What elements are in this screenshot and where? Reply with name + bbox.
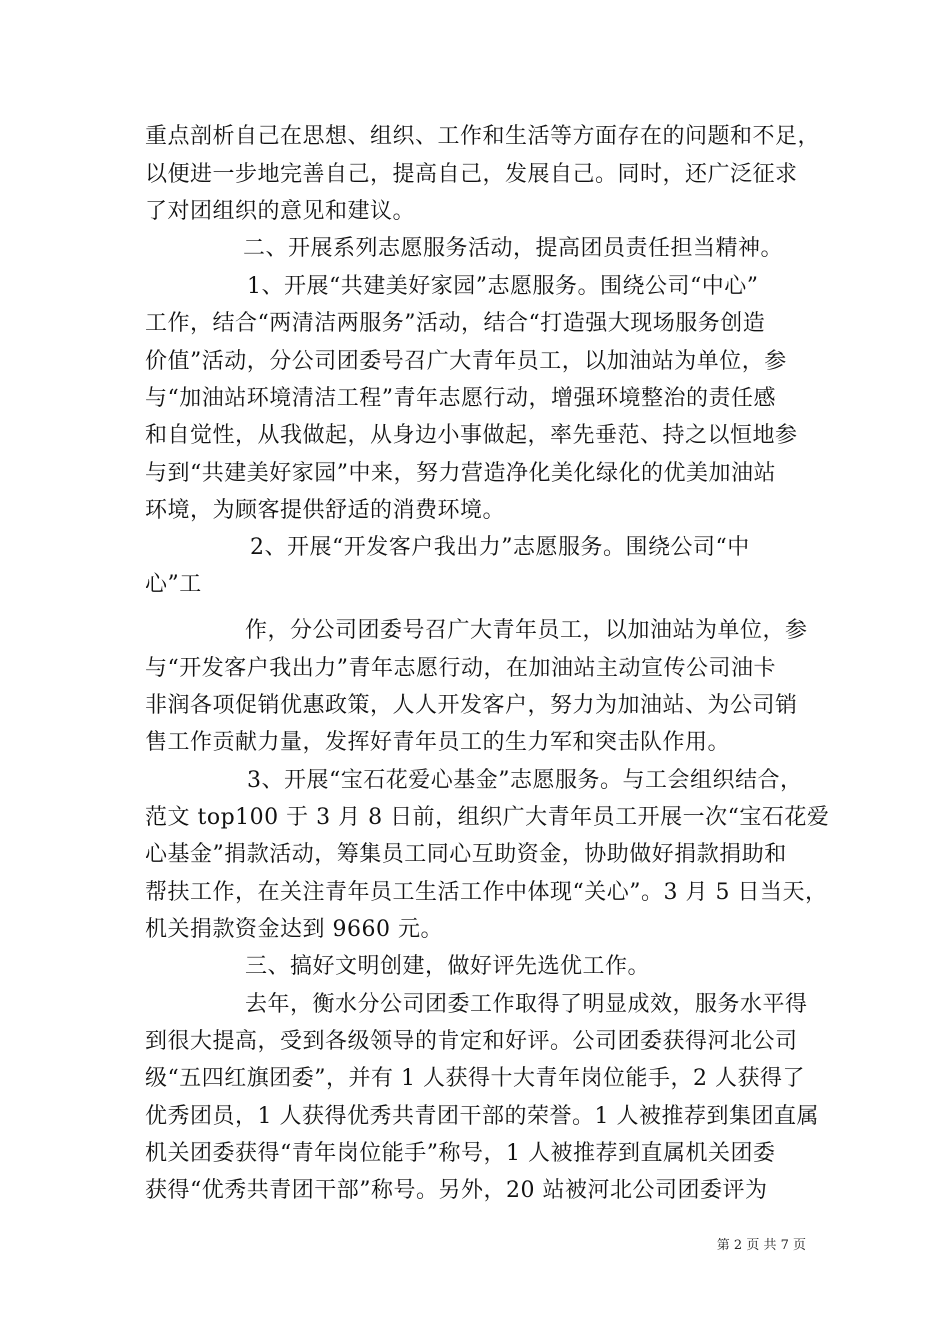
page-number: 第 2 页 共 7 页 (716, 1238, 806, 1253)
text-line: 工作，结合“两清洁两服务”活动，结合“打造强大现场服务创造 (145, 311, 766, 336)
text-line: 环境，为顾客提供舒适的消费环境。 (145, 498, 506, 523)
text-line: 范文 top100 于 3 月 8 日前，组织广大青年员工开展一次“宝石花爱 (145, 805, 830, 830)
text-line: 1、开展“共建美好家园”志愿服务。围绕公司“中心” (247, 274, 759, 299)
text-line: 与“加油站环境清洁工程”青年志愿行动，增强环境整治的责任感 (145, 386, 776, 411)
text-line: 级“五四红旗团委”，并有 1 人获得十大青年岗位能手，2 人获得了 (145, 1066, 805, 1091)
text-line: 非润各项促销优惠政策，人人开发客户，努力为加油站、为公司销 (145, 693, 798, 718)
text-line: 获得“优秀共青团干部”称号。另外，20 站被河北公司团委评为 (145, 1178, 768, 1203)
text-line: 优秀团员，1 人获得优秀共青团干部的荣誉。1 人被推荐到集团直属 (145, 1104, 819, 1129)
text-line: 和自觉性，从我做起，从身边小事做起，率先垂范、持之以恒地参 (145, 423, 798, 448)
text-line: 了对团组织的意见和建议。 (145, 199, 416, 224)
text-line: 帮扶工作，在关注青年员工生活工作中体现“关心”。3 月 5 日当天， (145, 880, 828, 905)
section-heading: 三、搞好文明创建，做好评先选优工作。 (245, 954, 651, 979)
text-line: 机关团委获得“青年岗位能手”称号，1 人被推荐到直属机关团委 (145, 1141, 776, 1166)
text-line: 机关捐款资金达到 9660 元。 (145, 917, 443, 942)
section-heading: 二、开展系列志愿服务活动，提高团员责任担当精神。 (243, 236, 784, 261)
text-line: 售工作贡献力量，发挥好青年员工的生力军和突击队作用。 (145, 730, 731, 755)
text-line: 与到“共建美好家园”中来，努力营造净化美化绿化的优美加油站 (145, 461, 776, 486)
text-line: 2、开展“开发客户我出力”志愿服务。围绕公司“中 (250, 535, 750, 560)
text-line: 心”工 (145, 572, 202, 597)
text-line: 作，分公司团委号召广大青年员工，以加油站为单位，参 (245, 618, 808, 643)
text-line: 到很大提高，受到各级领导的肯定和好评。公司团委获得河北公司 (145, 1029, 798, 1054)
text-line: 重点剖析自己在思想、组织、工作和生活等方面存在的问题和不足， (145, 124, 821, 149)
text-line: 以便进一步地完善自己，提高自己，发展自己。同时，还广泛征求 (145, 162, 798, 187)
text-line: 价值”活动，分公司团委号召广大青年员工，以加油站为单位，参 (145, 349, 787, 374)
text-line: 3、开展“宝石花爱心基金”志愿服务。与工会组织结合， (247, 768, 803, 793)
text-line: 心基金”捐款活动，筹集员工同心互助资金，协助做好捐款捐助和 (145, 842, 787, 867)
text-line: 与“开发客户我出力”青年志愿行动，在加油站主动宣传公司油卡 (145, 656, 776, 681)
text-line: 去年，衡水分公司团委工作取得了明显成效，服务水平得 (245, 992, 808, 1017)
